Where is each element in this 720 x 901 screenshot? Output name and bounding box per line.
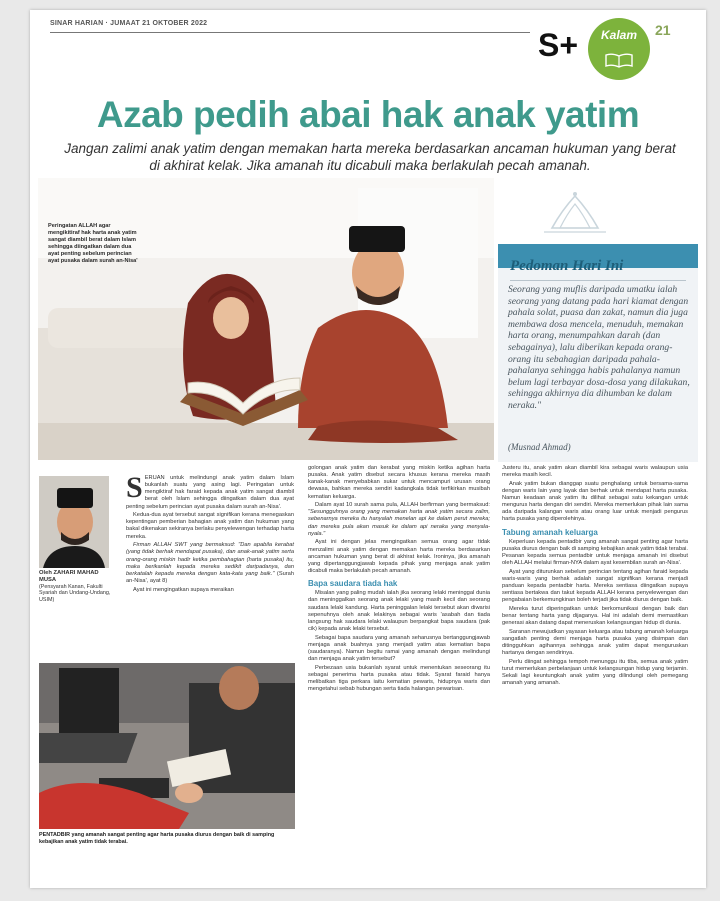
publication-line: SINAR HARIAN · JUMAAT 21 OKTOBER 2022	[50, 20, 208, 27]
section-label: Kalam	[600, 28, 638, 42]
paragraph: Justeru itu, anak yatim akan diambil kira sebagai waris walaupun usia mereka masih kecil.	[502, 465, 688, 479]
page-header	[50, 20, 530, 38]
standfirst: Jangan zalimi anak yatim dengan memakan harta mereka berdasarkan ancaman hukuman yang berat di akhirat kelak. Jika amanah itu dicabuli maka berlakulah pecah amanah.	[64, 141, 676, 173]
body-column-2	[308, 465, 490, 695]
paragraph: Keperluan kepada pentadbir yang amanah sangat penting agar harta pusaka diurus dengan baik di samping kebajikan anak yatim tidak terabai. Pesanan kepada semua pentadbir untuk menjaga amanah ini disebut oleh ALLAH melalui firman-NYA dalam ayat kesembilan surah an-Nisa'.	[502, 538, 688, 567]
paragraph: Ayat ini dengan jelas mengingatkan semua orang agar tidak menzalimi anak yatim dengan memakan harta mereka berdasarkan ancaman hukuman yang berat di akhirat kelak. Ironinya, jika amanah yang dipertanggungjawab kepada pihak yang menjaga anak yatim dicabuli maka berlakulah pecah amanah.	[308, 539, 490, 574]
sidebar-divider	[510, 280, 686, 281]
author-title: (Pensyarah Kanan, Fakulti Syariah dan Undang-Undang, USIM)	[39, 583, 111, 604]
headline: Azab pedih abai hak anak yatim	[96, 94, 640, 135]
sidebar-pedoman	[498, 244, 698, 462]
paragraph: Saranan mewujudkan yayasan keluarga atau tabung amanah keluarga sangatlah penting demi menjaga harta pusaka yang disimpan dan ditingguhkan agihannya sehingga anak yatim dapat menguruskan hartanya dengan sendirinya.	[502, 628, 688, 657]
newspaper-page	[30, 10, 706, 888]
author-photo	[39, 476, 109, 568]
page-number: 21	[655, 22, 671, 38]
money-caption: PENTADBIR yang amanah sangat penting agar harta pusaka diurus dengan baik di samping kebajikan anak yatim tidak terabai.	[39, 832, 275, 845]
paragraph: Mereka turut diperingatkan untuk berkomunikasi dengan baik dan benar tentang harta yang dijaganya. Hal ini adalah demi memastikan generasi akan datang dapat meneruskan kelangsungan hidup di dunia.	[502, 605, 688, 627]
dropcap: S	[126, 471, 143, 504]
paragraph: ERUAN untuk melindungi anak yatim dalam Islam bukanlah suatu yang asing lagi. Peringatan untuk mengiktiraf hak faraid kepada anak yatim sangat diambil berat oleh Islam sehingga diingatkan dalam dua ayat penting sebelum perincian ayat pusaka dalam surah an-Nisa'.	[126, 475, 294, 510]
quote-ref: (Surah an-Nisa', ayat 8)	[126, 570, 295, 584]
sidebar-title: Pedoman Hari Ini	[510, 258, 624, 274]
subheading: Tabung amanah keluarga	[502, 527, 598, 537]
money-photo	[39, 663, 295, 829]
mosque-ornament-icon	[538, 188, 612, 248]
paragraph: Ayat yang diturunkan sebelum perincian tentang agihan faraid kepada waris-waris yang berhak adalah sangat signifikan kerana menjadi panduan kepada pentadbir harta. Mereka sentiasa diingatkan supaya sentiasa bertakwa dan takut kepada ALLAH kerana penyelewengan dan pengabaian berkemungkinan boleh terjadi jika tidak diurus dengan baik.	[502, 568, 688, 604]
sidebar-quote: Seorang yang muflis daripada umatku ialah seorang yang datang pada hari kiamat dengan pahala solat, puasa dan zakat, namun dia juga membawa dosa mencela, menuduh, memakan harta orang, menumpahkan darah (dan sebagainya), lalu diberikan kepada orang-orang itu sebahagian daripada pahala-pahalanya sehingga habis pahalanya namun belum lagi terbayar dosa-dosa yang dilakukan, sehingga akhirnya dia dihumban ke dalam neraka."	[508, 284, 690, 411]
paragraph: Sebagai bapa saudara yang amanah seharusnya bertanggungjawab menjaga anak buahnya yang menjadi yatim atas kematian bapa (saudaranya). Namun begitu ramai yang amanah dengan melindungi dan menjaga anak yatim tersebut?	[308, 634, 490, 663]
paragraph: Ayat ini mengingatkan supaya meraikan	[133, 586, 234, 593]
open-book-icon	[604, 52, 634, 68]
quote-text: "Sesungguhnya orang yang memakan harta anak yatim secara zalim, sebenarnya mereka itu hanyalah menelan api ke dalam perut mereka; dan mereka pula akan masuk ke dalam api neraka yang menyala-nyala."	[308, 509, 490, 537]
quote-text: Firman ALLAH SWT yang bermaksud: "Dan apabila kerabat (yang tidak berhak mendapat pusaka), dan anak-anak yatim serta orang-orang miskin hadir ketika pembahagian (harta pusaka) itu, maka berikanlah kepada mereka sedikit daripadanya, dan berkatalah kepada mereka dengan kata-kata yang baik."	[126, 542, 294, 577]
paragraph: golongan anak yatim dan kerabat yang miskin ketika agihan harta pusaka. Anak yatim disebut secara khusus kerana mereka masih kanak-kanak menyebabkan sukar untuk mencampuri urusan orang dewasa, bahkan mereka sendiri kadangkala tidak terfikirkan musibah kematian keluarga.	[308, 465, 490, 500]
quote-intro: Dalam ayat 10 surah sama pula, ALLAH berfirman yang bermaksud:	[315, 502, 490, 509]
sidebar-source: (Musnad Ahmad)	[508, 442, 571, 452]
author-name: Oleh ZAHARI MAHAD MUSA	[39, 570, 99, 583]
sinar-logo-icon	[536, 24, 586, 64]
paragraph: Perlu diingat sehingga tempoh menunggu itu tiba, semua anak yatim turut memerlukan perbelanjaan untuk kelangsungan hidup yang terjamin. Sekali lagi keuntungkah anak yatim yang dilindungi oleh pemegang amanah yang amanah.	[502, 658, 688, 687]
subheading: Bapa saudara tiada hak	[308, 579, 398, 589]
header-rule	[50, 32, 530, 33]
hero-caption: Peringatan ALLAH agar mengikitiraf hak harta anak yatim sangat diambil berat dalam Islam sehingga diingatkan dalam dua ayat penting sebelum perincian ayat pusaka dalam surah an-Nisa'	[48, 223, 138, 264]
paragraph-quote	[126, 542, 294, 585]
paragraph: Kedua-dua ayat tersebut sangat signifikan kerana menegaskan kepentingan pemberian bahagian anak yatim dan hukuman yang bakal dikenakan sekiranya berlaku penyelewengan terhadap harta mereka.	[126, 512, 294, 540]
hero-photo	[38, 178, 494, 460]
paragraph: Anak yatim bukan dianggap suatu penghalang untuk bersama-sama dengan waris lain yang layak dan berhak untuk mendapat harta pusaka. Namun keadaan anak yatim itu dilihat sebagai satu kekangan untuk mengurus harta dengan diri sendiri. Mereka memerlukan pihak lain sama ada daripada kalangan waris atau orang luar untuk menjadi pengurus harta pusaka yang diperolehinya.	[502, 480, 688, 523]
paragraph-quote	[308, 502, 490, 538]
body-column-1	[126, 471, 295, 595]
sinar-logo-text: S+	[538, 27, 579, 63]
section-badge	[588, 18, 650, 80]
author-byline	[39, 570, 111, 604]
body-column-3	[502, 465, 688, 689]
paragraph: Misalan yang paling mudah ialah jika seorang lelaki meninggal dunia dan meninggalkan seorang anak lelaki yang masih kecil dan seorang saudara lelaki kandung. Harta peninggalan lelaki tersebut akan diwarisi sepenuhnya oleh anak lelakinya sebagai waris 'asabah dan tiada langsung hak saudara lelaki walaupun berpangkat bapa saudara (pak cik) kepada anak lelaki tersebut.	[308, 590, 490, 633]
paragraph: Perbezaan usia bukanlah syarat untuk menentukan seseorang itu sebagai penerima harta pusaka atau tidak. Syarat faraid hanya melibatkan tiga perkara iaitu kematian pewaris, hidupnya waris dan mengetahui sebab hubungan serta tiada halangan pewarisan.	[308, 664, 490, 693]
